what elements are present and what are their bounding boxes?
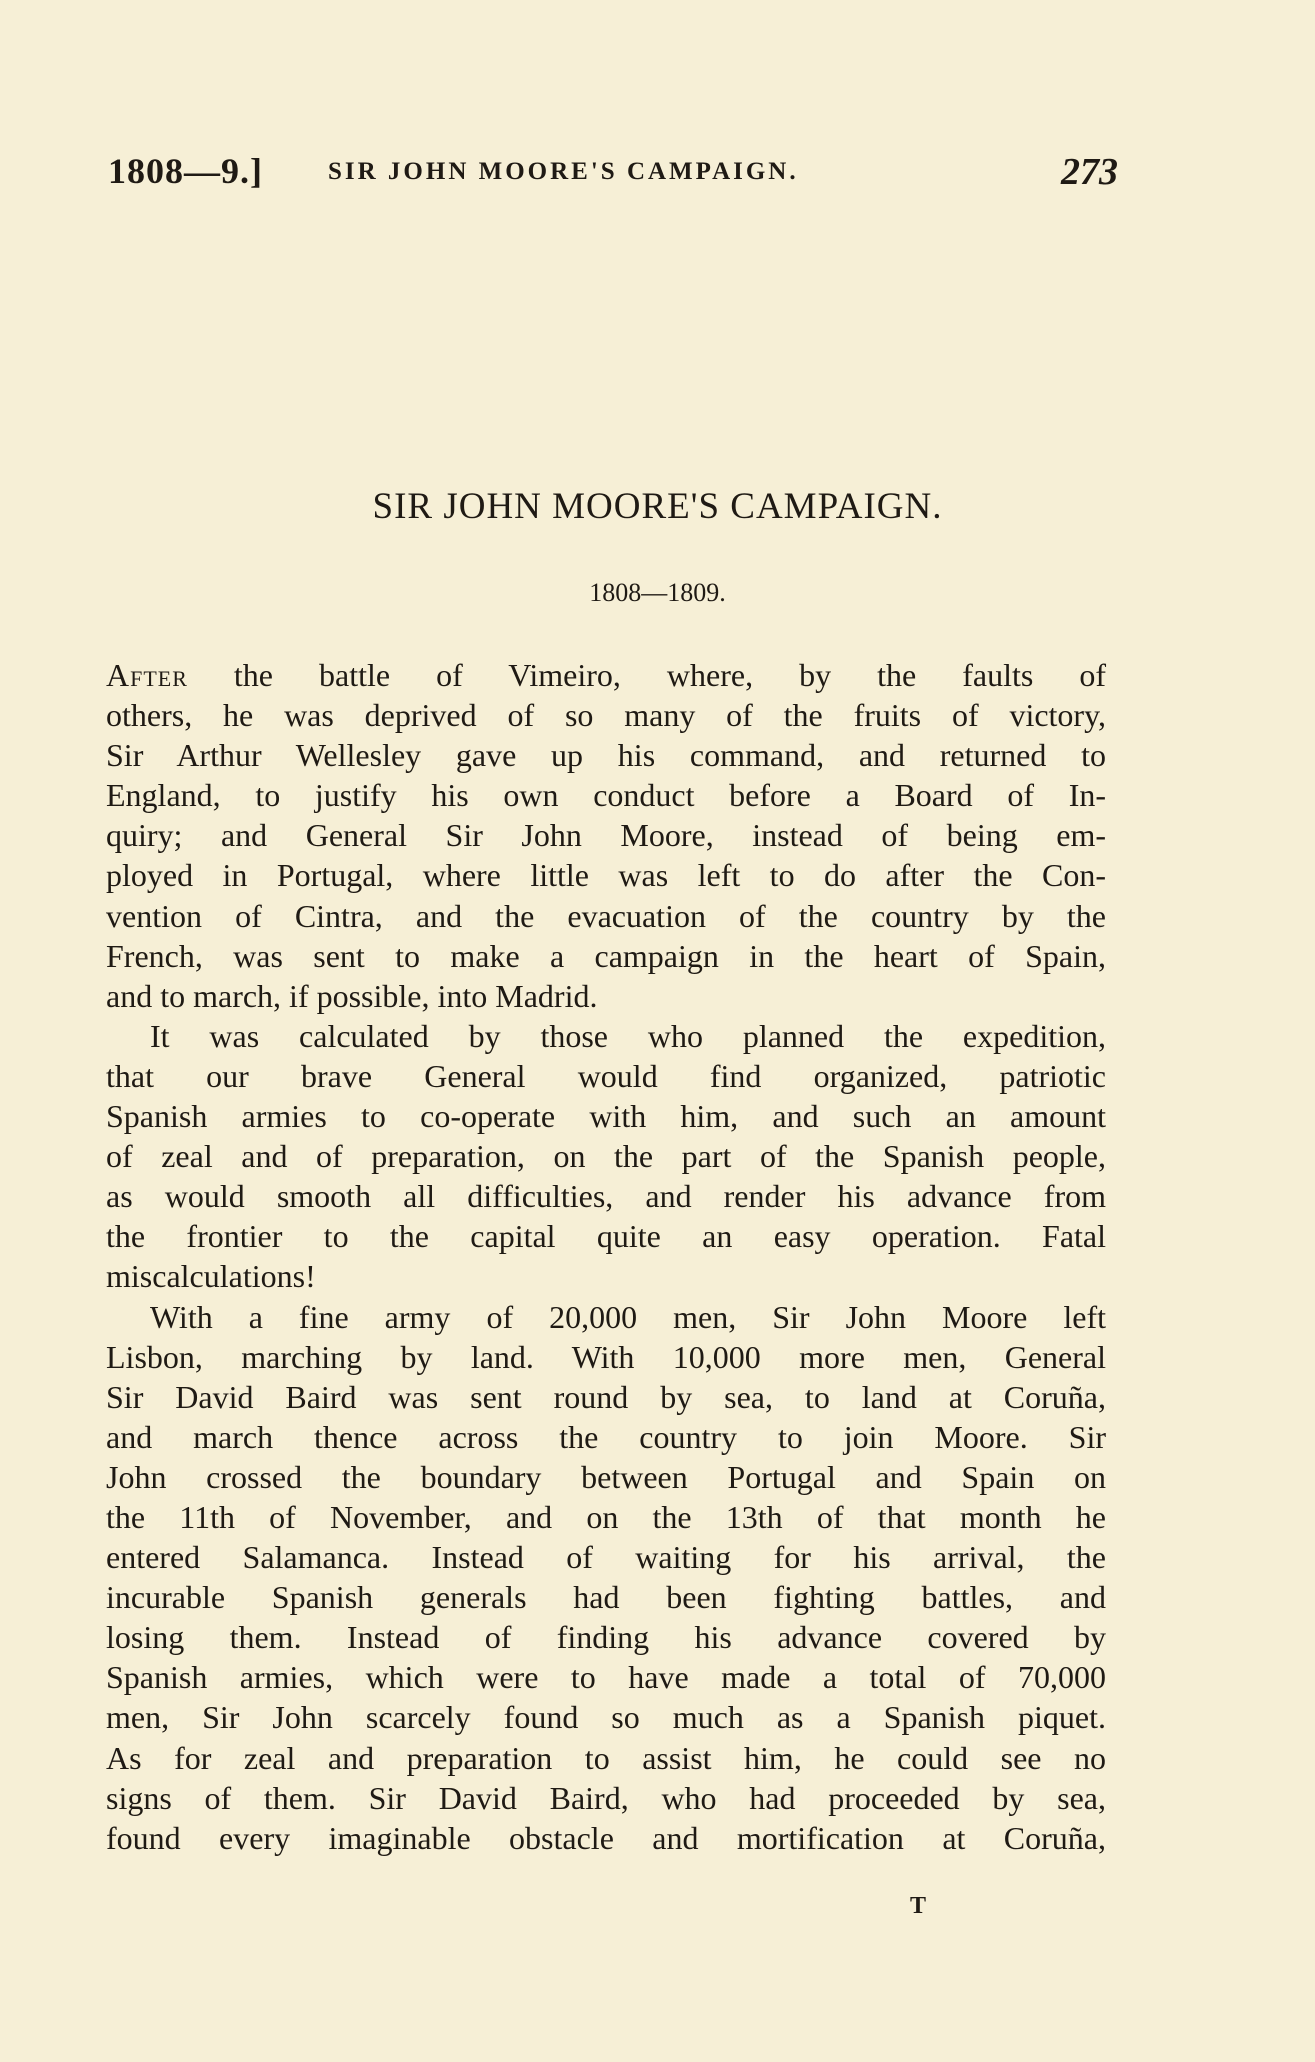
text-line: found every imaginable obstacle and mortification at Coruña, <box>106 1819 1106 1856</box>
page-number: 273 <box>1061 151 1118 193</box>
text-line: John crossed the boundary between Portugal and Spain on <box>106 1458 1106 1495</box>
text-line: men, Sir John scarcely found so much as a Spanish piquet. <box>106 1699 1106 1736</box>
running-head-dates: 1808—9.] <box>108 151 263 191</box>
text-line: French, was sent to make a campaign in the heart of Spain, <box>106 937 1106 974</box>
chapter-title: SIR JOHN MOORE'S CAMPAIGN. <box>372 486 943 527</box>
text-line: entered Salamanca. Instead of waiting for his arrival, the <box>106 1539 1106 1576</box>
text-line: quiry; and General Sir John Moore, instead of being em- <box>106 817 1106 854</box>
text-line: Sir Arthur Wellesley gave up his command, and returned to <box>106 737 1106 774</box>
text-line: vention of Cintra, and the evacuation of the country by the <box>106 897 1106 934</box>
text-line: Spanish armies, which were to have made a total of 70,000 <box>106 1659 1106 1696</box>
text-line: miscalculations! <box>106 1258 316 1295</box>
text-line: that our brave General would find organized, patriotic <box>106 1057 1106 1094</box>
text-line: the 11th of November, and on the 13th of that month he <box>106 1498 1106 1535</box>
running-head <box>108 150 1118 200</box>
text-line: others, he was deprived of so many of the fruits of victory, <box>106 697 1106 734</box>
text-line: ployed in Portugal, where little was left to do after the Con- <box>106 857 1106 894</box>
text-line: After the battle of Vimeiro, where, by the faults of <box>106 657 1106 693</box>
text-line: losing them. Instead of finding his advance covered by <box>106 1619 1106 1656</box>
text-line: Spanish armies to co-operate with him, and such an amount <box>106 1098 1106 1135</box>
text-line: of zeal and of preparation, on the part of the Spanish people, <box>106 1138 1106 1175</box>
running-head-title: SIR JOHN MOORE'S CAMPAIGN. <box>328 158 799 185</box>
text-line: As for zeal and preparation to assist him, he could see no <box>106 1739 1106 1776</box>
body-text <box>106 655 1106 1858</box>
chapter-years: 1808—1809. <box>589 578 726 607</box>
text-line: the frontier to the capital quite an easy operation. Fatal <box>106 1218 1106 1255</box>
text-line: signs of them. Sir David Baird, who had proceeded by sea, <box>106 1779 1106 1816</box>
signature-mark: T <box>910 1893 927 1919</box>
text-line: Sir David Baird was sent round by sea, to land at Coruña, <box>106 1378 1106 1415</box>
text-line: It was calculated by those who planned the expedition, <box>150 1017 1106 1054</box>
opening-word: After <box>106 657 188 693</box>
text-line: England, to justify his own conduct before a Board of In- <box>106 777 1106 814</box>
text-line: and to march, if possible, into Madrid. <box>106 977 598 1014</box>
text-line: and march thence across the country to join Moore. Sir <box>106 1418 1106 1455</box>
text-line: as would smooth all difficulties, and render his advance from <box>106 1178 1106 1215</box>
text-line: incurable Spanish generals had been fighting battles, and <box>106 1579 1106 1616</box>
text-line: Lisbon, marching by land. With 10,000 more men, General <box>106 1338 1106 1375</box>
text-line: With a fine army of 20,000 men, Sir John Moore left <box>150 1298 1106 1335</box>
